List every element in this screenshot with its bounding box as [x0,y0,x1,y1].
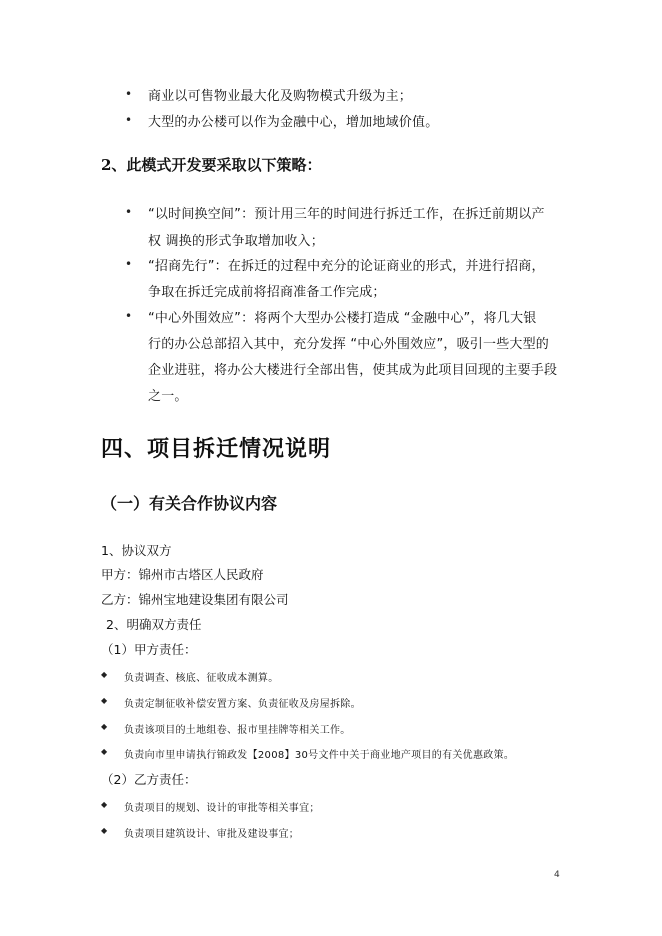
bullet-icon: ◆ [101,800,108,809]
bullet-icon: ◆ [101,747,108,756]
strategy-3-line-1: “中心外围效应”：将两个大型办公楼打造成 “金融中心”，将几大银 [148,311,537,326]
subsection-heading: （一）有关合作协议内容 [101,494,278,513]
strategy-1-line-2: 权 调换的形式争取增加收入； [148,234,324,249]
parties-title: 1、协议双方 [101,543,172,558]
party-b-resp-title: （2）乙方责任： [101,772,197,787]
bullet-icon: ◆ [101,722,108,731]
party-a-resp-item-4: 负责向市里申请执行锦政发【2008】30号文件中关于商业地产项目的有关优惠政策。 [124,750,515,761]
bullet-icon: • [125,87,133,101]
bullet-icon: ◆ [101,696,108,705]
bullet-icon: ◆ [101,826,108,835]
party-a-resp-title: （1）甲方责任： [101,642,197,657]
party-a-resp-item-3: 负责该项目的土地组卷、报市里挂牌等相关工作。 [124,725,351,736]
top-bullet-1: 商业以可售物业最大化及购物模式升级为主； [148,89,413,104]
bullet-icon: • [125,113,133,127]
top-bullet-2: 大型的办公楼可以作为金融中心，增加地域价值。 [148,115,439,130]
bullet-icon: • [125,205,133,219]
party-b-resp-item-1: 负责项目的规划、设计的审批等相关事宜； [124,803,320,814]
responsibilities-title: 2、明确双方责任 [106,617,202,632]
strategy-2-line-1: “招商先行”：在拆迁的过程中充分的论证商业的形式，并进行招商， [148,259,545,274]
party-b: 乙方：锦州宝地建设集团有限公司 [101,592,289,607]
bullet-icon: • [125,309,133,323]
bullet-icon: ◆ [101,670,108,679]
party-b-resp-item-2: 负责项目建筑设计、审批及建设事宜； [124,829,300,840]
strategy-1-line-1: “以时间换空间”：预计用三年的时间进行拆迁工作，在拆迁前期以产 [148,207,545,222]
strategy-3-line-2: 行的办公总部招入其中，充分发挥 “中心外围效应”，吸引一些大型的 [148,337,550,352]
section-heading-strategies: 2、此模式开发要采取以下策略： [101,156,322,174]
bullet-icon: • [125,257,133,271]
party-a-resp-item-2: 负责定制征收补偿安置方案、负责征收及房屋拆除。 [124,699,361,710]
page-number: 4 [554,870,560,880]
strategy-3-line-3: 企业进驻，将办公大楼进行全部出售，使其成为此项目回现的主要手段 [148,363,558,378]
chapter-heading: 四、项目拆迁情况说明 [101,436,332,462]
strategy-3-line-4: 之一。 [148,389,188,404]
party-a: 甲方：锦州市古塔区人民政府 [101,567,264,582]
strategy-2-line-2: 争取在拆迁完成前将招商准备工作完成； [148,285,386,300]
party-a-resp-item-1: 负责调查、核底、征收成本测算。 [124,673,279,684]
